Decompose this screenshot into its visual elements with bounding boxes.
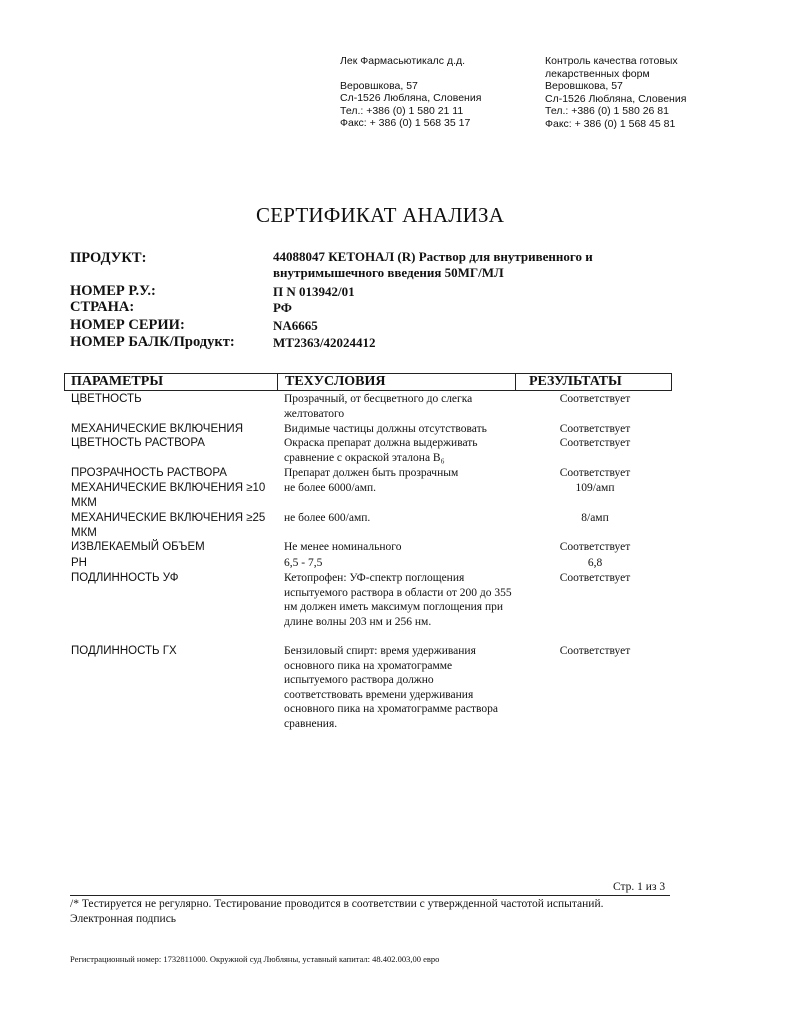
row-param: ПРОЗРАЧНОСТЬ РАСТВОРА	[71, 467, 227, 479]
row-result: Соответствует	[559, 423, 631, 435]
row-spec: Окраска препарат должна выдерживать сравнение с окраской эталона B₆	[284, 437, 478, 464]
row-result: Соответствует	[559, 393, 631, 405]
row-result: 8/амп	[581, 512, 609, 524]
registration-value: П N 013942/01	[273, 284, 355, 299]
company-block	[340, 55, 481, 130]
header-divider-1	[277, 374, 278, 390]
row-spec: не более 600/амп.	[284, 512, 371, 524]
country-value: РФ	[273, 300, 292, 315]
row-param: ЦВЕТНОСТЬ РАСТВОРА	[71, 437, 205, 449]
row-param: ЦВЕТНОСТЬ	[71, 393, 142, 405]
header-divider-2	[515, 374, 516, 390]
product-label: ПРОДУКТ:	[70, 250, 147, 266]
row-spec: 6,5 - 7,5	[284, 557, 323, 569]
header-spec: ТЕХУСЛОВИЯ	[285, 374, 386, 389]
batch-label: НОМЕР СЕРИИ:	[70, 317, 185, 333]
page-number: Стр. 1 из 3	[613, 881, 666, 893]
row-result: Соответствует	[559, 645, 631, 657]
row-result: Соответствует	[559, 437, 631, 449]
company-street: Веровшкова, 57	[340, 79, 418, 92]
row-param: ПОДЛИННОСТЬ ГХ	[71, 645, 177, 657]
qc-street: Верoвшкова, 57	[545, 80, 623, 92]
row-spec: Не менее номинального	[284, 541, 402, 553]
bulk-label: НОМЕР БАЛК/Продукт:	[70, 334, 235, 350]
row-spec: Кетопрофен: УФ-спектр поглощения испытуемого раствора в области от 200 до 355 нм должен иметь максимум поглощения при длине волны 203 нм и 256 нм.	[284, 572, 512, 628]
document-title: СЕРТИФИКАТ АНАЛИЗА	[256, 203, 505, 227]
qc-name-line2: лекарственных форм	[545, 67, 650, 80]
row-spec: Видимые частицы должны отсутствовать	[284, 423, 487, 435]
registration-label: НОМЕР Р.У.:	[70, 283, 156, 299]
row-param: МЕХАНИЧЕСКИЕ ВКЛЮЧЕНИЯ ≥25 МКМ	[71, 512, 266, 539]
row-param: МЕХАНИЧЕСКИЕ ВКЛЮЧЕНИЯ	[71, 423, 243, 435]
header-underline	[64, 390, 672, 391]
row-param: МЕХАНИЧЕСКИЕ ВКЛЮЧЕНИЯ ≥10 МКМ	[71, 482, 266, 509]
row-result: Соответствует	[559, 467, 631, 479]
batch-value: NA6665	[273, 318, 318, 333]
qc-department-block	[545, 55, 686, 130]
company-fax: Факс: + 386 (0) 1 568 35 17	[340, 117, 471, 129]
header-results: РЕЗУЛЬТАТЫ	[529, 374, 622, 389]
row-param: PH	[71, 557, 87, 569]
qc-city: Сл-1526 Любляна, Словения	[545, 92, 687, 105]
row-result: Соответствует	[559, 541, 631, 553]
company-phone: Тел.: +386 (0) 1 580 21 11	[340, 104, 464, 117]
company-name: Лек Фармасьютикалс д.д.	[340, 55, 466, 67]
company-city: Сл-1526 Любляна, Словения	[340, 92, 482, 104]
row-spec: Прозрачный, от бесцветного до слегка желтоватого	[284, 393, 473, 420]
country-label: СТРАНА:	[70, 299, 135, 315]
row-result: 109/амп	[575, 482, 615, 494]
electronic-signature: Электронная подпись	[70, 913, 177, 925]
row-spec: Бензиловый спирт: время удерживания основного пика на хроматограмме испытуемого раствора должно соответствовать времени удерживания основного пика на хроматограмме раствора сравнения.	[284, 645, 498, 730]
row-spec: не более 6000/амп.	[284, 482, 377, 494]
row-result: Соответствует	[559, 572, 631, 584]
row-spec: Препарат должен быть прозрачным	[284, 467, 459, 479]
footer-rule	[70, 895, 670, 896]
footer-note: /* Тестируется не регулярно. Тестирование проводится в соответствии с утвержденной частотой испытаний.	[70, 898, 604, 910]
product-value: 44088047 КЕТОНАЛ (R) Раствор для внутривенного и внутримышечного введения 50МГ/МЛ	[273, 249, 593, 280]
row-result: 6,8	[587, 557, 603, 569]
row-param: ИЗВЛЕКАЕМЫЙ ОБЪЕМ	[71, 541, 205, 553]
table-header	[64, 373, 672, 391]
bulk-value: МТ2363/42024412	[273, 335, 376, 350]
row-param: ПОДЛИННОСТЬ УФ	[71, 572, 179, 584]
qc-name-line1: Контроль качества готовых	[545, 55, 678, 67]
header-params: ПАРАМЕТРЫ	[71, 374, 164, 389]
registration-info: Регистрационный номер: 1732811000. Окружной суд Любляны, уставный капитал: 48.402.003,00 евро	[70, 954, 440, 964]
qc-fax: Факс: + 386 (0) 1 568 45 81	[545, 117, 676, 130]
qc-phone: Тел.: +386 (0) 1 580 26 81	[545, 105, 669, 117]
